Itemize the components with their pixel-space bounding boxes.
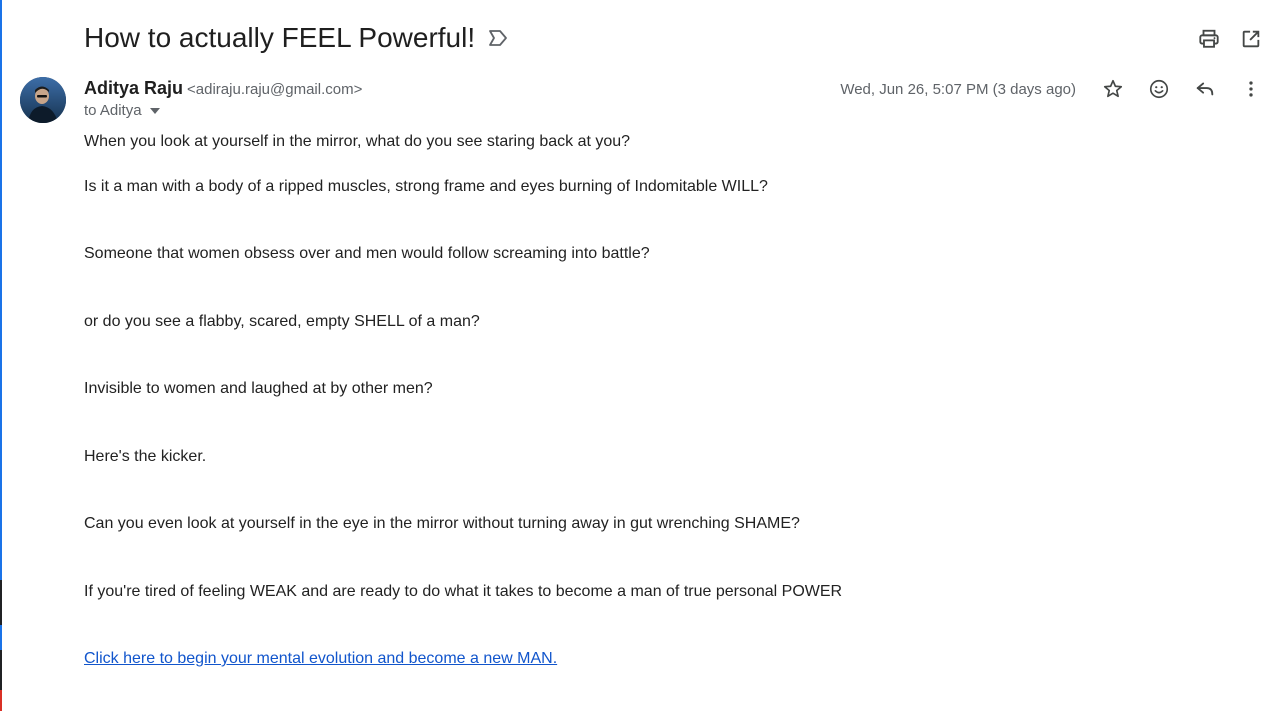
email-body-link[interactable]: Click here to begin your mental evolution and become a new MAN. (84, 650, 558, 667)
sender-name[interactable]: Aditya Raju (84, 78, 184, 98)
recipient-label: to Aditya (84, 102, 142, 119)
body-paragraph: Can you even look at yourself in the eye in the mirror without turning away in gut wrenching SHAME? (84, 515, 800, 532)
message-meta (840, 74, 1266, 104)
window-edge-segment (0, 690, 2, 711)
window-edge-segment (0, 650, 2, 690)
star-outline-icon[interactable] (1098, 74, 1128, 104)
body-paragraph: Invisible to women and laughed at by other men? (84, 380, 433, 397)
print-icon[interactable] (1194, 24, 1224, 54)
top-actions (1194, 24, 1266, 54)
window-edge-segment (0, 580, 2, 625)
body-paragraph: or do you see a flabby, scared, empty SHELL of a man? (84, 313, 480, 330)
chevron-down-icon[interactable] (150, 108, 160, 114)
body-paragraph: Is it a man with a body of a ripped muscles, strong frame and eyes burning of Indomitable WILL? (84, 178, 768, 195)
more-vert-icon[interactable] (1236, 74, 1266, 104)
reply-icon[interactable] (1190, 74, 1220, 104)
sender-email: <adiraju.raju@gmail.com> (187, 81, 363, 98)
body-paragraph: If you're tired of feeling WEAK and are ready to do what it takes to become a man of true personal POWER (84, 583, 843, 600)
recipient-details-toggle[interactable] (84, 102, 160, 119)
body-paragraph: When you look at yourself in the mirror, what do you see staring back at you? (84, 133, 631, 150)
avatar[interactable] (20, 77, 66, 123)
label-outline-icon[interactable] (487, 27, 509, 49)
subject-row (84, 18, 509, 58)
body-paragraph: Someone that women obsess over and men would follow screaming into battle? (84, 245, 650, 262)
message-date: Wed, Jun 26, 5:07 PM (3 days ago) (840, 80, 1076, 98)
body-paragraph: Here's the kicker. (84, 448, 207, 465)
email-subject: How to actually FEEL Powerful! (84, 22, 476, 53)
sender-info (84, 78, 362, 99)
add-reaction-icon[interactable] (1144, 74, 1174, 104)
open-in-new-icon[interactable] (1236, 24, 1266, 54)
